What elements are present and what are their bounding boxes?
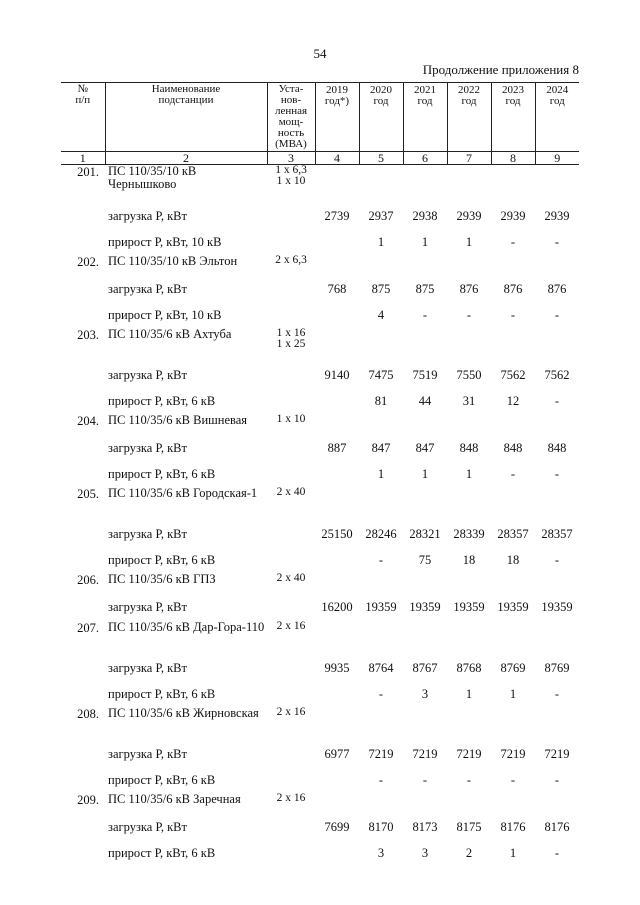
header-number: № п/п: [61, 83, 105, 152]
empty-cell: [359, 573, 403, 593]
empty-cell: [61, 520, 105, 548]
empty-cell: [315, 255, 359, 275]
empty-cell: [315, 414, 359, 434]
empty-cell: [267, 813, 315, 841]
year-value: 876: [503, 281, 523, 296]
substation-name: ПС 110/35/6 кВ Городская-1: [108, 486, 258, 500]
year-value: 7562: [500, 367, 526, 382]
empty-cell: [61, 682, 105, 707]
year-value: 81: [374, 394, 388, 408]
substation-name: ПС 110/35/6 кВ Жирновская: [108, 706, 259, 720]
substation-load-table: [61, 82, 579, 866]
installed-capacity: 2 х 16: [276, 792, 306, 804]
page-number: 54: [313, 46, 327, 61]
empty-cell: [315, 793, 359, 813]
empty-cell: [315, 707, 359, 740]
empty-cell: [267, 275, 315, 303]
growth-label: прирост Р, кВт, 6 кВ: [108, 687, 216, 701]
year-value: 848: [503, 440, 523, 455]
substation-number: 203.: [77, 328, 99, 342]
empty-cell: [61, 275, 105, 303]
empty-cell: [403, 793, 447, 813]
year-value: 9935: [324, 660, 350, 675]
growth-row: [61, 548, 579, 573]
year-value: 1: [421, 235, 429, 249]
year-value: [315, 682, 359, 707]
empty-cell: [267, 593, 315, 621]
table-header-row: [61, 83, 579, 152]
load-label: загрузка Р, кВт: [108, 660, 187, 675]
year-value: 8176: [544, 819, 570, 834]
year-value: -: [554, 394, 560, 408]
substation-row: [61, 165, 579, 203]
empty-cell: [61, 768, 105, 793]
year-value: [315, 841, 359, 866]
column-index: 6: [403, 152, 447, 165]
substation-row: [61, 621, 579, 654]
empty-cell: [491, 573, 535, 593]
substation-number: 207.: [77, 621, 99, 635]
empty-cell: [61, 303, 105, 328]
year-value: [315, 768, 359, 793]
year-value: -: [422, 308, 428, 322]
year-value: 2937: [368, 208, 394, 223]
empty-cell: [535, 328, 579, 361]
year-value: [315, 389, 359, 414]
year-value: 7219: [456, 746, 482, 761]
column-index: 7: [447, 152, 491, 165]
substation-row: [61, 328, 579, 361]
empty-cell: [535, 414, 579, 434]
load-row: [61, 593, 579, 621]
year-value: 1: [465, 467, 473, 481]
empty-cell: [61, 462, 105, 487]
empty-cell: [359, 255, 403, 275]
year-value: 4: [377, 308, 385, 322]
year-value: 7550: [456, 367, 482, 382]
year-value: -: [466, 308, 472, 322]
year-value: 16200: [321, 599, 353, 614]
empty-cell: [267, 462, 315, 487]
empty-cell: [359, 165, 403, 203]
growth-row: [61, 682, 579, 707]
header-installed-capacity: Уста- нов- ленная мощ- ность (МВА): [267, 83, 315, 152]
header-year-2022: 2022 год: [447, 83, 491, 152]
year-value: 1: [509, 846, 517, 860]
empty-cell: [267, 740, 315, 768]
year-value: 7219: [368, 746, 394, 761]
empty-cell: [403, 328, 447, 361]
empty-cell: [61, 593, 105, 621]
empty-cell: [61, 740, 105, 768]
empty-cell: [267, 841, 315, 866]
growth-row: [61, 462, 579, 487]
empty-cell: [447, 165, 491, 203]
year-value: 1: [465, 687, 473, 701]
year-value: 2939: [456, 208, 482, 223]
year-value: 2939: [500, 208, 526, 223]
year-value: 876: [459, 281, 479, 296]
year-value: 7475: [368, 367, 394, 382]
load-row: [61, 654, 579, 682]
empty-cell: [267, 202, 315, 230]
substation-number: 204.: [77, 414, 99, 428]
empty-cell: [267, 654, 315, 682]
year-value: 1: [465, 235, 473, 249]
growth-label: прирост Р, кВт, 10 кВ: [108, 308, 222, 322]
empty-cell: [403, 573, 447, 593]
empty-cell: [491, 165, 535, 203]
empty-cell: [359, 487, 403, 520]
installed-capacity: 1 х 10: [276, 413, 306, 425]
substation-number: 209.: [77, 793, 99, 807]
appendix-continuation-label: Продолжение приложения 8: [422, 62, 579, 77]
empty-cell: [315, 165, 359, 203]
year-value: 7519: [412, 367, 438, 382]
year-value: 28339: [453, 526, 485, 541]
year-value: -: [554, 467, 560, 481]
table-body: [61, 165, 579, 867]
year-value: -: [378, 687, 384, 701]
year-value: 2938: [412, 208, 438, 223]
installed-capacity: 1 х 6,3 1 х 10: [275, 164, 307, 187]
year-value: 2: [465, 846, 473, 860]
year-value: 3: [421, 846, 429, 860]
column-index: 1: [61, 152, 105, 165]
empty-cell: [535, 255, 579, 275]
substation-name: ПС 110/35/10 кВ Чернышково: [108, 164, 197, 191]
year-value: 1: [377, 467, 385, 481]
year-value: 8175: [456, 819, 482, 834]
substation-row: [61, 793, 579, 813]
year-value: 876: [547, 281, 567, 296]
year-value: -: [554, 553, 560, 567]
installed-capacity: 2 х 40: [276, 572, 306, 584]
year-value: 768: [327, 281, 347, 296]
empty-cell: [403, 165, 447, 203]
year-value: 1: [421, 467, 429, 481]
year-value: -: [510, 235, 516, 249]
substation-row: [61, 487, 579, 520]
year-value: [315, 230, 359, 255]
column-index: 8: [491, 152, 535, 165]
year-value: 7219: [544, 746, 570, 761]
year-value: 875: [371, 281, 391, 296]
year-value: 18: [462, 553, 476, 567]
year-value: -: [510, 467, 516, 481]
column-index: 9: [535, 152, 579, 165]
header-year-2021: 2021 год: [403, 83, 447, 152]
empty-cell: [447, 573, 491, 593]
empty-cell: [447, 707, 491, 740]
empty-cell: [61, 841, 105, 866]
year-value: 8769: [544, 660, 570, 675]
growth-row: [61, 841, 579, 866]
year-value: -: [510, 308, 516, 322]
empty-cell: [447, 414, 491, 434]
year-value: -: [378, 773, 384, 787]
year-value: [315, 462, 359, 487]
empty-cell: [315, 573, 359, 593]
year-value: 6977: [324, 746, 350, 761]
year-value: 887: [327, 440, 347, 455]
substation-row: [61, 573, 579, 593]
empty-cell: [535, 621, 579, 654]
year-value: 848: [459, 440, 479, 455]
empty-cell: [267, 389, 315, 414]
year-value: 44: [418, 394, 432, 408]
load-row: [61, 813, 579, 841]
year-value: 8176: [500, 819, 526, 834]
growth-label: прирост Р, кВт, 6 кВ: [108, 467, 216, 481]
empty-cell: [359, 621, 403, 654]
installed-capacity: 1 х 16 1 х 25: [276, 327, 306, 350]
column-index: 2: [105, 152, 267, 165]
year-value: 28357: [497, 526, 529, 541]
installed-capacity: 2 х 16: [276, 620, 306, 632]
empty-cell: [61, 230, 105, 255]
load-label: загрузка Р, кВт: [108, 746, 187, 761]
substation-number: 205.: [77, 487, 99, 501]
year-value: 18: [506, 553, 520, 567]
header-year-2024: 2024 год: [535, 83, 579, 152]
empty-cell: [267, 303, 315, 328]
year-value: 31: [462, 394, 476, 408]
header-substation-name: Наименование подстанции: [105, 83, 267, 152]
year-value: 28357: [541, 526, 573, 541]
header-year-2020: 2020 год: [359, 83, 403, 152]
empty-cell: [61, 361, 105, 389]
installed-capacity: 2 х 40: [276, 486, 306, 498]
growth-label: прирост Р, кВт, 6 кВ: [108, 553, 216, 567]
year-value: -: [554, 773, 560, 787]
substation-name: ПС 110/35/6 кВ ГПЗ: [108, 572, 216, 586]
load-label: загрузка Р, кВт: [108, 599, 187, 614]
empty-cell: [403, 621, 447, 654]
year-value: -: [554, 846, 560, 860]
substation-row: [61, 255, 579, 275]
year-value: [315, 548, 359, 573]
year-value: 19359: [541, 599, 573, 614]
empty-cell: [267, 230, 315, 255]
year-value: 8769: [500, 660, 526, 675]
empty-cell: [267, 682, 315, 707]
year-value: 28246: [365, 526, 397, 541]
year-value: 1: [377, 235, 385, 249]
empty-cell: [61, 389, 105, 414]
year-value: [315, 303, 359, 328]
load-label: загрузка Р, кВт: [108, 367, 187, 382]
load-row: [61, 275, 579, 303]
year-value: -: [554, 235, 560, 249]
load-row: [61, 202, 579, 230]
empty-cell: [267, 361, 315, 389]
year-value: 19359: [453, 599, 485, 614]
empty-cell: [359, 793, 403, 813]
year-value: -: [554, 308, 560, 322]
installed-capacity: 2 х 16: [276, 706, 306, 718]
empty-cell: [61, 654, 105, 682]
substation-name: ПС 110/35/6 кВ Заречная: [108, 792, 241, 806]
empty-cell: [535, 573, 579, 593]
year-value: 7562: [544, 367, 570, 382]
growth-label: прирост Р, кВт, 6 кВ: [108, 773, 216, 787]
substation-row: [61, 414, 579, 434]
empty-cell: [403, 414, 447, 434]
substation-number: 208.: [77, 707, 99, 721]
column-index: 4: [315, 152, 359, 165]
substation-name: ПС 110/35/10 кВ Эльтон: [108, 254, 238, 268]
year-value: 28321: [409, 526, 441, 541]
substation-name: ПС 110/35/6 кВ Дар-Гора-110: [108, 620, 265, 634]
year-value: -: [510, 773, 516, 787]
year-value: 7699: [324, 819, 350, 834]
year-value: 847: [415, 440, 435, 455]
empty-cell: [267, 768, 315, 793]
empty-cell: [267, 434, 315, 462]
substation-name: ПС 110/35/6 кВ Ахтуба: [108, 327, 232, 341]
empty-cell: [403, 707, 447, 740]
load-label: загрузка Р, кВт: [108, 526, 187, 541]
empty-cell: [491, 793, 535, 813]
header-year-2019: 2019 год*): [315, 83, 359, 152]
year-value: 7219: [500, 746, 526, 761]
empty-cell: [447, 328, 491, 361]
empty-cell: [315, 621, 359, 654]
empty-cell: [61, 548, 105, 573]
column-index: 5: [359, 152, 403, 165]
substation-row: [61, 707, 579, 740]
empty-cell: [315, 487, 359, 520]
header-year-2023: 2023 год: [491, 83, 535, 152]
load-label: загрузка Р, кВт: [108, 208, 187, 223]
year-value: 847: [371, 440, 391, 455]
year-value: -: [554, 687, 560, 701]
year-value: -: [378, 553, 384, 567]
substation-name: ПС 110/35/6 кВ Вишневая: [108, 413, 248, 427]
empty-cell: [491, 328, 535, 361]
substation-number: 201.: [77, 165, 99, 179]
growth-row: [61, 230, 579, 255]
empty-cell: [267, 520, 315, 548]
year-value: 12: [506, 394, 520, 408]
year-value: 2739: [324, 208, 350, 223]
empty-cell: [535, 793, 579, 813]
empty-cell: [447, 621, 491, 654]
load-row: [61, 740, 579, 768]
growth-row: [61, 768, 579, 793]
year-value: 19359: [365, 599, 397, 614]
year-value: 8764: [368, 660, 394, 675]
empty-cell: [491, 414, 535, 434]
substation-number: 202.: [77, 255, 99, 269]
empty-cell: [491, 255, 535, 275]
empty-cell: [315, 328, 359, 361]
growth-row: [61, 303, 579, 328]
year-value: 8767: [412, 660, 438, 675]
empty-cell: [359, 414, 403, 434]
year-value: 3: [421, 687, 429, 701]
load-label: загрузка Р, кВт: [108, 440, 187, 455]
column-index: 3: [267, 152, 315, 165]
empty-cell: [535, 487, 579, 520]
empty-cell: [403, 487, 447, 520]
year-value: 25150: [321, 526, 353, 541]
year-value: 8170: [368, 819, 394, 834]
growth-label: прирост Р, кВт, 10 кВ: [108, 235, 222, 249]
year-value: 848: [547, 440, 567, 455]
growth-label: прирост Р, кВт, 6 кВ: [108, 394, 216, 408]
year-value: -: [466, 773, 472, 787]
empty-cell: [491, 487, 535, 520]
year-value: 3: [377, 846, 385, 860]
empty-cell: [447, 255, 491, 275]
column-index-row: [61, 152, 579, 165]
year-value: 19359: [409, 599, 441, 614]
empty-cell: [535, 165, 579, 203]
empty-cell: [403, 255, 447, 275]
year-value: 2939: [544, 208, 570, 223]
growth-label: прирост Р, кВт, 6 кВ: [108, 846, 216, 860]
empty-cell: [447, 793, 491, 813]
load-label: загрузка Р, кВт: [108, 281, 187, 296]
installed-capacity: 2 х 6,3: [275, 254, 307, 266]
empty-cell: [61, 813, 105, 841]
year-value: 19359: [497, 599, 529, 614]
year-value: 9140: [324, 367, 350, 382]
year-value: 8768: [456, 660, 482, 675]
empty-cell: [447, 487, 491, 520]
empty-cell: [491, 621, 535, 654]
year-value: 1: [509, 687, 517, 701]
load-row: [61, 520, 579, 548]
empty-cell: [535, 707, 579, 740]
empty-cell: [491, 707, 535, 740]
empty-cell: [267, 548, 315, 573]
year-value: -: [422, 773, 428, 787]
load-label: загрузка Р, кВт: [108, 819, 187, 834]
empty-cell: [61, 202, 105, 230]
year-value: 75: [418, 553, 432, 567]
empty-cell: [61, 434, 105, 462]
empty-cell: [359, 328, 403, 361]
year-value: 875: [415, 281, 435, 296]
growth-row: [61, 389, 579, 414]
load-row: [61, 361, 579, 389]
load-row: [61, 434, 579, 462]
empty-cell: [359, 707, 403, 740]
year-value: 7219: [412, 746, 438, 761]
year-value: 8173: [412, 819, 438, 834]
substation-number: 206.: [77, 573, 99, 587]
